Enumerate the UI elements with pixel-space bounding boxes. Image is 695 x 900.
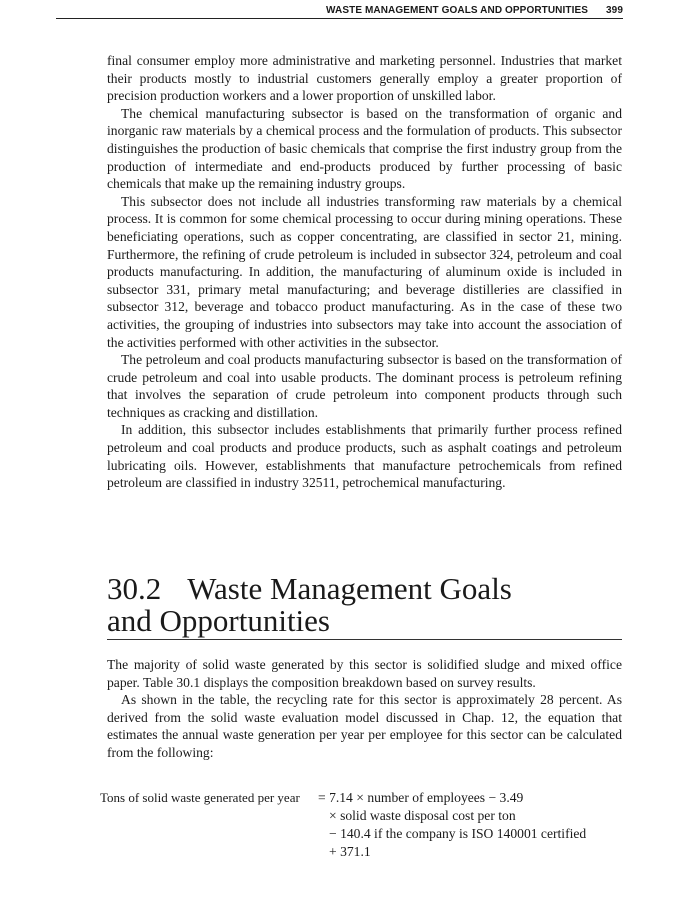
equation-row-1 — [100, 789, 640, 807]
section-title-line-2: and Opportunities — [107, 603, 330, 638]
equation-lhs: Tons of solid waste generated per year — [100, 790, 300, 805]
equation-line-1: = 7.14 × number of employees − 3.49 — [318, 790, 524, 805]
paragraph-2: The chemical manufacturing subsector is based on the transformation of organic and inorganic raw materials by a chemical process and the formulation of products. This subsector distinguishes the production of basic chemicals that comprise the first industry group from the production of intermediate and end-products produced by further processing of basic chemicals that make up the remaining industry groups. — [107, 105, 622, 192]
section-paragraph-2: As shown in the table, the recycling rate for this sector is approximately 28 percent. As derived from the solid waste evaluation model discussed in Chap. 12, the equation that estimates the annual waste generation per year per employee for this sector can be calculated from the following: — [107, 692, 622, 760]
equation-row-3 — [100, 825, 640, 843]
paragraph-1: final consumer employ more administrative and marketing personnel. Industries that market their products mostly to industrial customers generally employ a greater proportion of precision production workers and a lower proportion of unskilled labor. — [107, 53, 622, 104]
equation-row-4 — [100, 843, 640, 861]
section-heading — [107, 573, 622, 640]
section-number: 30.2 — [107, 571, 162, 606]
equation-line-3: − 140.4 if the company is ISO 140001 certified — [329, 826, 587, 841]
section-text — [107, 656, 622, 762]
paragraph-4: The petroleum and coal products manufacturing subsector is based on the transformation of crude petroleum and coal into usable products. The dominant process is petroleum refining that involves the separation of crude petroleum into component products through such techniques as cracking and distillation. — [107, 352, 622, 420]
section-heading-line-1 — [107, 573, 622, 605]
running-head — [56, 4, 623, 19]
section-paragraph-1: The majority of solid waste generated by this sector is solidified sludge and mixed office paper. Table 30.1 displays the composition breakdown based on survey results. — [107, 657, 622, 690]
equation — [100, 789, 640, 861]
paragraph-3: This subsector does not include all industries transforming raw materials by a chemical process. It is common for some chemical processing to occur during mining operations. These beneficiating operations, such as copper concentrating, are classified in sector 21, mining. Furthermore, the refining of crude petroleum is included in subsector 324, petroleum and coal products manufacturing. In addition, the manufacturing of aluminum oxide is included in subsector 331, primary metal manufacturing; and beverage distilleries are classified in subsector 312, beverage and tobacco product manufacturing. As in the case of these two activities, the grouping of industries into subsectors may take into account the association of the activities performed with other activities in the subsector. — [107, 193, 622, 350]
equation-row-2 — [100, 807, 640, 825]
paragraph-5: In addition, this subsector includes establishments that primarily further process refined petroleum and coal products and produce products, such as asphalt coatings and petroleum lubricating oils. However, establishments that manufacture petrochemicals from refined petroleum are classified in industry 32511, petrochemical manufacturing. — [107, 422, 622, 491]
equation-line-2: × solid waste disposal cost per ton — [329, 808, 516, 823]
page-number: 399 — [606, 5, 623, 16]
body-text — [107, 52, 622, 492]
running-title: WASTE MANAGEMENT GOALS AND OPPORTUNITIES — [326, 5, 588, 16]
equation-line-4: + 371.1 — [329, 844, 371, 859]
section-title-line-1: Waste Management Goals — [187, 571, 512, 606]
